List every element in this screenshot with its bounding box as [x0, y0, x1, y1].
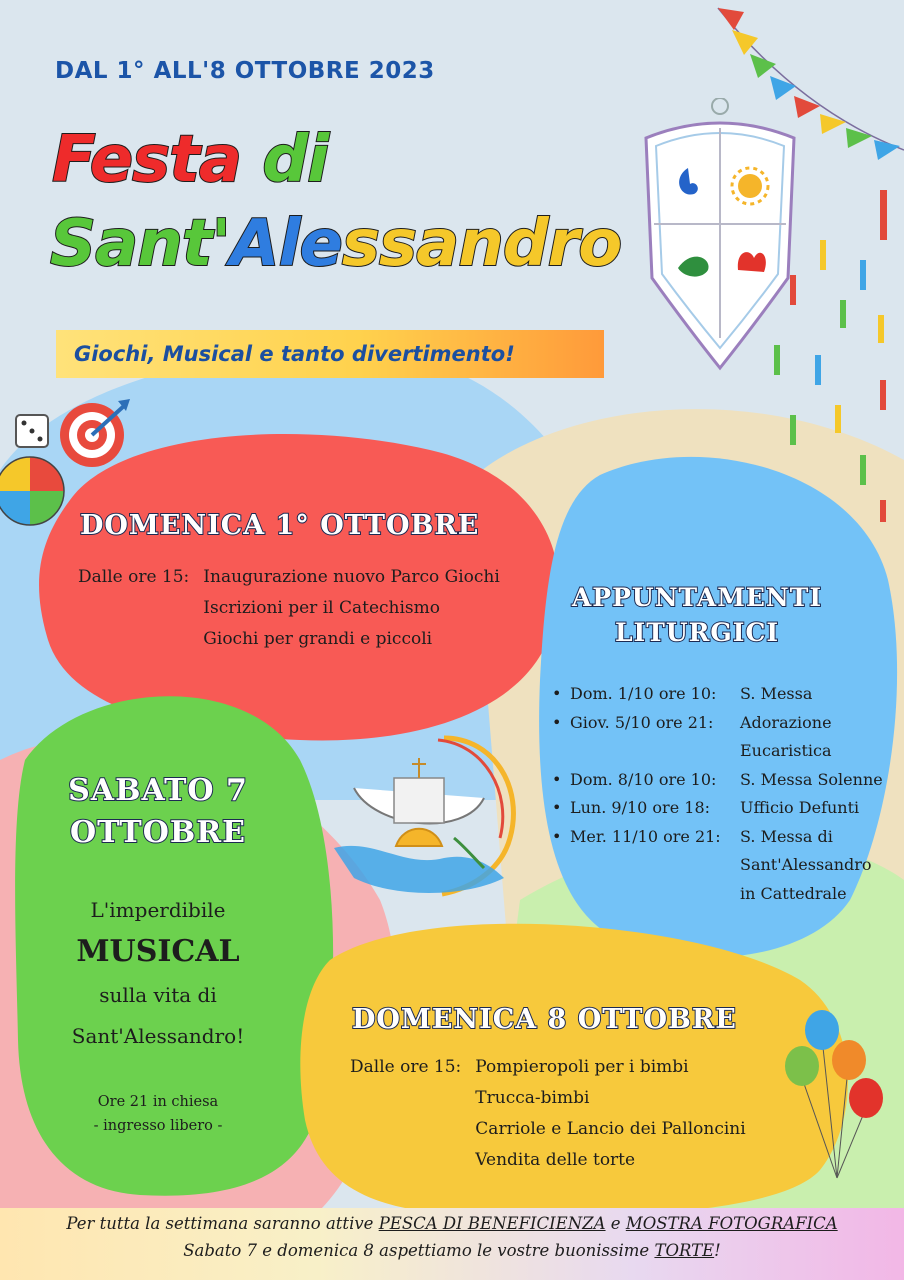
saturday-line4: Sant'Alessandro!: [71, 1024, 245, 1048]
bullet: •: [552, 798, 562, 817]
liturgical-what: Eucaristica: [740, 741, 832, 760]
liturgical-when: Giov. 5/10 ore 21:: [570, 712, 714, 732]
liturgical-heading-line2: LITURGICI: [614, 618, 780, 647]
liturgical-heading-line1: APPUNTAMENTI: [571, 583, 823, 612]
liturgical-when: Lun. 9/10 ore 18:: [570, 798, 711, 817]
footer-line1: [0, 1214, 904, 1233]
saturday-line3: sulla vita di: [99, 983, 217, 1007]
saturday-details: [30, 890, 286, 1138]
footer-text: !: [714, 1241, 721, 1260]
title-part-ssandro: ssandro: [341, 207, 622, 281]
sunday8-schedule: [350, 1052, 746, 1176]
sunday1-item: Iscrizioni per il Catechismo: [203, 598, 441, 618]
sunday8-heading: DOMENICA 8 OTTOBRE: [352, 1004, 737, 1035]
liturgical-entry: [552, 794, 883, 823]
liturgical-what: Sant'Alessandro: [740, 855, 872, 874]
dice-icon: [16, 415, 48, 447]
title-word-di: di: [262, 123, 329, 197]
sunday1-time-label: Dalle ore 15:: [78, 567, 190, 587]
liturgical-entry: [552, 766, 883, 795]
saturday-heading: [40, 770, 276, 854]
liturgical-entry: [552, 851, 883, 880]
liturgical-when: Mer. 11/10 ore 21:: [570, 826, 721, 846]
target-icon: [60, 399, 130, 467]
liturgical-when: Dom. 1/10 ore 10:: [570, 684, 717, 703]
bullet: •: [552, 712, 562, 732]
parish-logo: [334, 728, 524, 906]
liturgical-what: Ufficio Defunti: [740, 798, 860, 817]
sunday1-schedule: [78, 562, 500, 655]
footer-highlight: MOSTRA FOTOGRAFICA: [625, 1214, 838, 1233]
liturgical-entry: [552, 880, 883, 909]
saturday-line1: L'imperdibile: [90, 898, 226, 922]
liturgical-what: Adorazione: [740, 712, 832, 732]
footer-text: Sabato 7 e domenica 8 aspettiamo le vostre buonissime: [183, 1241, 655, 1260]
bullet: •: [552, 684, 562, 703]
festival-title-line2: [50, 207, 622, 281]
liturgical-when: [570, 737, 740, 766]
liturgical-entry: [552, 823, 883, 852]
footer-banner: [0, 1208, 904, 1280]
date-range: DAL 1° ALL'8 OTTOBRE 2023: [55, 58, 435, 84]
title-part-sant: Sant': [50, 207, 231, 281]
liturgical-entry: [552, 737, 883, 766]
sunday8-item: Pompieropoli per i bimbi: [475, 1057, 689, 1077]
saturday-heading-line2: OTTOBRE: [70, 815, 246, 850]
sunday1-item: Giochi per grandi e piccoli: [203, 629, 433, 649]
sunday8-time-label: Dalle ore 15:: [350, 1057, 462, 1077]
sunday8-item: Trucca-bimbi: [475, 1088, 590, 1108]
liturgical-when: Dom. 8/10 ore 10:: [570, 769, 717, 789]
footer-highlight: PESCA DI BENEFICIENZA: [378, 1214, 606, 1233]
title-part-ale: Ale: [230, 207, 342, 281]
saturday-time: Ore 21 in chiesa: [97, 1094, 219, 1110]
liturgical-what: S. Messa Solenne: [740, 769, 883, 789]
saturday-musical: MUSICAL: [76, 934, 240, 969]
liturgical-when: [570, 851, 740, 880]
liturgical-what: in Cattedrale: [740, 883, 847, 903]
liturgical-entry: [552, 680, 883, 709]
festival-title-line1: [52, 123, 329, 197]
saturday-heading-line1: SABATO 7: [68, 773, 248, 808]
liturgical-what: S. Messa di: [740, 826, 833, 846]
title-word-festa: Festa: [52, 123, 242, 197]
bullet: •: [552, 826, 562, 846]
liturgical-what: S. Messa: [740, 684, 813, 703]
liturgical-list: [552, 680, 883, 908]
liturgical-when: [570, 880, 740, 909]
coat-of-arms-shield: [632, 98, 808, 374]
sunday8-item: Carriole e Lancio dei Palloncini: [475, 1119, 746, 1139]
liturgical-entry: [552, 709, 883, 738]
footer-highlight: TORTE: [654, 1241, 715, 1260]
saturday-entry: - ingresso libero -: [93, 1118, 223, 1134]
footer-text: Per tutta la settimana saranno attive: [66, 1214, 379, 1233]
footer-line2: [0, 1241, 904, 1260]
footer-text: e: [605, 1214, 626, 1233]
beach-ball-icon: [0, 457, 64, 525]
balloons-icon: [782, 1008, 892, 1188]
bullet: •: [552, 769, 562, 789]
subtitle-banner: Giochi, Musical e tanto divertimento!: [56, 330, 604, 378]
sunday1-heading: DOMENICA 1° OTTOBRE: [80, 510, 480, 541]
sunday8-item: Vendita delle torte: [475, 1150, 636, 1170]
liturgical-heading: [552, 580, 842, 650]
sunday1-item: Inaugurazione nuovo Parco Giochi: [203, 567, 500, 587]
